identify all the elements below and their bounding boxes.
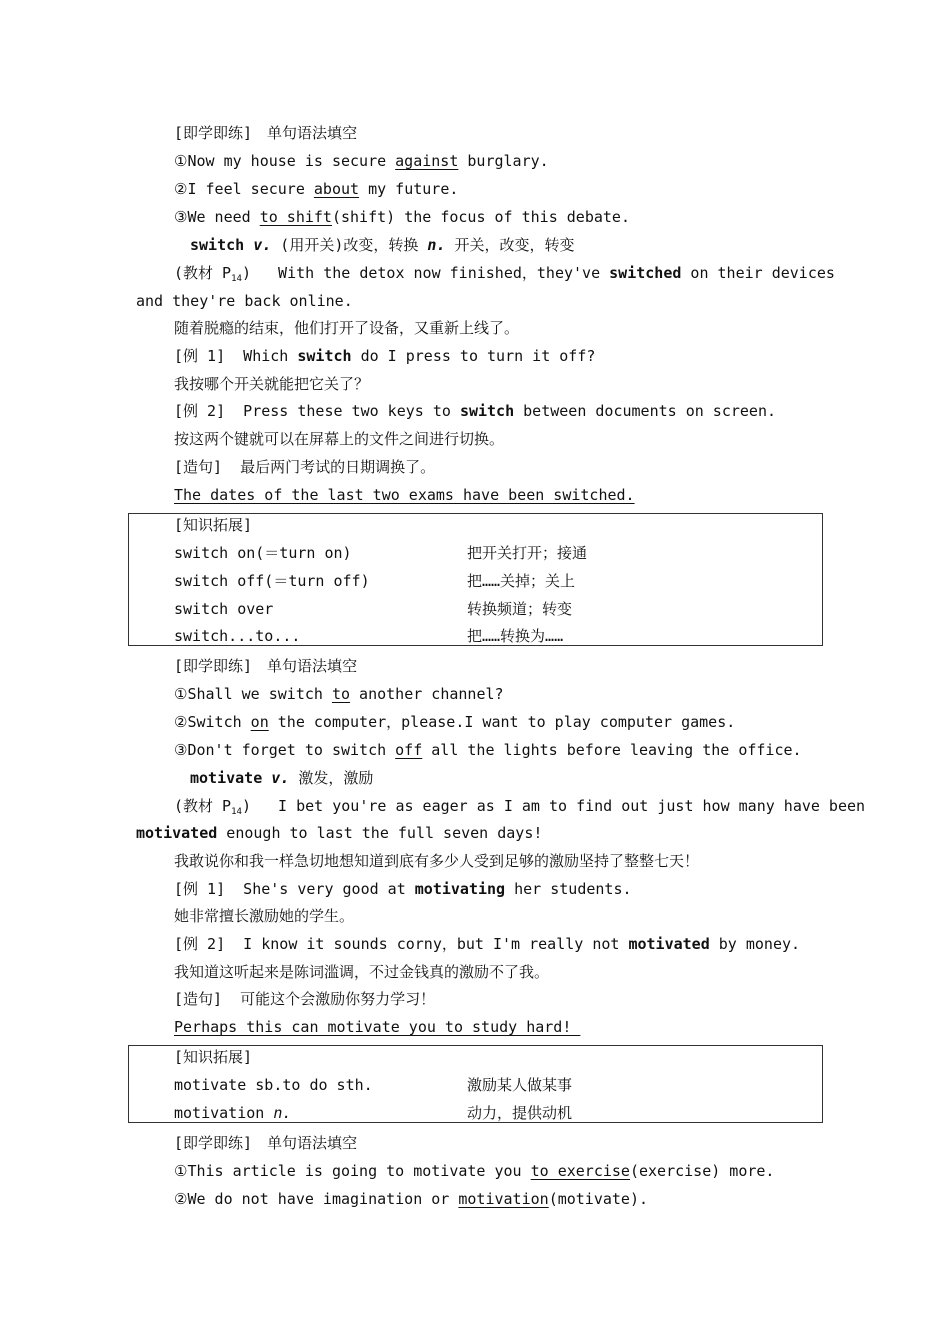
textbook-quote: (教材 $P_{14}$) With the detox now finished，they've switched on their devices: [174, 264, 835, 284]
answer-blank: to exercise: [530, 1162, 630, 1180]
translation: 随着脱瘾的结束，他们打开了设备，又重新上线了。: [174, 319, 520, 337]
example-2: [例 2] Press these two keys to switch between documents on screen.: [174, 402, 777, 420]
extension-phrase: motivate sb.to do sth.: [174, 1076, 373, 1094]
translation: 我知道这听起来是陈词滥调，不过金钱真的激励不了我。: [174, 963, 550, 981]
extension-meaning: 激励某人做某事: [467, 1076, 573, 1094]
practice-header: [即学即练] 单句语法填空: [174, 657, 358, 675]
practice-header: [即学即练] 单句语法填空: [174, 124, 358, 142]
make-sentence-answer: The dates of the last two exams have been switched.: [174, 486, 635, 504]
extension-title: [知识拓展]: [174, 516, 253, 534]
translation: 我敢说你和我一样急切地想知道到底有多少人受到足够的激励坚持了整整七天！: [174, 852, 700, 870]
textbook-quote-cont: and they're back online.: [136, 292, 353, 310]
practice-item: ①Now my house is secure against burglary.: [174, 152, 549, 170]
textbook-quote-cont: motivated enough to last the full seven days!: [136, 824, 543, 842]
practice-item: ③We need to shift(shift) the focus of this debate.: [174, 208, 630, 226]
translation: 按这两个键就可以在屏幕上的文件之间进行切换。: [174, 430, 505, 448]
example-2: [例 2] I know it sounds corny，but I'm really not motivated by money.: [174, 935, 801, 953]
extension-meaning: 把开关打开；接通: [467, 544, 588, 562]
answer-blank: to: [331, 685, 351, 703]
practice-item: ②Switch on the computer，please.I want to play computer games.: [174, 713, 736, 731]
extension-phrase: switch on(＝turn on): [174, 544, 352, 562]
make-sentence-answer: Perhaps this can motivate you to study hard!: [174, 1018, 581, 1036]
vocab-headword: switch v. (用开关)改变，转换 n. 开关，改变，转变: [190, 236, 575, 254]
extension-phrase: switch over: [174, 600, 274, 618]
extension-phrase: switch...to...: [174, 627, 301, 645]
answer-blank: about: [313, 180, 360, 198]
answer-blank: to shift: [259, 208, 332, 226]
practice-item: ③Don't forget to switch off all the lights before leaving the office.: [174, 741, 802, 759]
extension-meaning: 把……转换为……: [467, 627, 564, 645]
answer-blank: off: [395, 741, 423, 759]
textbook-quote: (教材 $P_{14}$) I bet you're as eager as I am to find out just how many have been: [174, 797, 866, 817]
extension-meaning: 转换频道；转变: [467, 600, 573, 618]
answer-blank: motivation: [458, 1190, 549, 1208]
translation: 她非常擅长激励她的学生。: [174, 907, 355, 925]
practice-item: ②We do not have imagination or motivation(motivate).: [174, 1190, 649, 1208]
example-1: [例 1] Which switch do I press to turn it off?: [174, 347, 596, 365]
vocab-headword: motivate v. 激发，激励: [190, 769, 374, 787]
extension-phrase: motivation n.: [174, 1104, 292, 1122]
answer-blank: on: [250, 713, 269, 731]
make-sentence-prompt: [造句] 最后两门考试的日期调换了。: [174, 458, 436, 476]
extension-title: [知识拓展]: [174, 1048, 253, 1066]
extension-meaning: 把……关掉；关上: [467, 572, 576, 590]
answer-blank: against: [395, 152, 459, 170]
example-1: [例 1] She's very good at motivating her students.: [174, 880, 632, 898]
practice-item: ②I feel secure about my future.: [174, 180, 459, 198]
practice-item: ①This article is going to motivate you to exercise(exercise) more.: [174, 1162, 775, 1180]
make-sentence-prompt: [造句] 可能这个会激励你努力学习！: [174, 990, 436, 1008]
extension-meaning: 动力，提供动机: [467, 1104, 573, 1122]
translation: 我按哪个开关就能把它关了？: [174, 375, 370, 393]
practice-item: ①Shall we switch to another channel?: [174, 685, 504, 703]
extension-phrase: switch off(＝turn off): [174, 572, 370, 590]
practice-header: [即学即练] 单句语法填空: [174, 1134, 358, 1152]
